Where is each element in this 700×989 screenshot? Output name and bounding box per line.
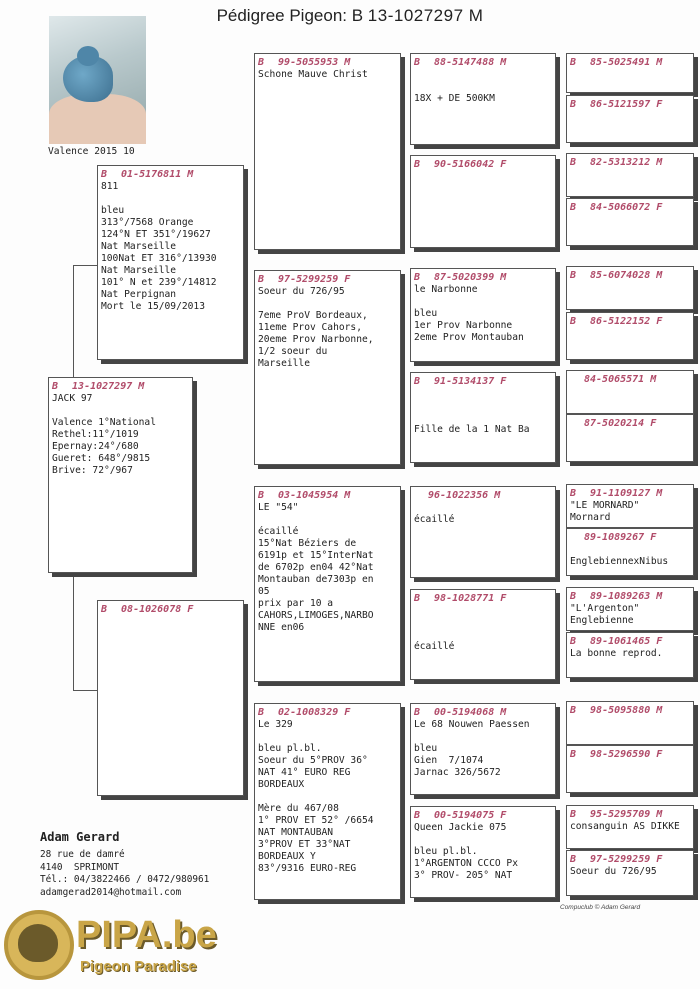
photo-caption: Valence 2015 10 (48, 146, 135, 157)
ring-header: 84-5065571 M (584, 374, 657, 385)
connector (73, 265, 74, 377)
pedigree-gg-grandparent (566, 53, 694, 93)
logo-word: PIPA.be (76, 914, 217, 956)
ring-header: B 89-1061465 F (570, 636, 663, 647)
ring-header: B 98-5095880 M (570, 705, 663, 716)
pedigree-gg-grandparent (566, 701, 694, 745)
pedigree-gg-grandparent (566, 370, 694, 414)
pedigree-great-grandparent (410, 703, 556, 795)
pigeon-notes: écaillé (414, 514, 455, 525)
ring-header: 87-5020214 F (584, 418, 657, 429)
pigeon-notes: écaillé (414, 641, 455, 652)
pedigree-gg-grandparent (566, 414, 694, 462)
pigeon-notes: 811 bleu 313°/7568 Orange 124°N ET 351°/19627 Nat Marseille 100Nat ET 316°/13930 Nat Marseille 101° N et 239°/14812 Nat Perpignan Mort le 15/09/2013 (101, 181, 217, 312)
ring-header: B 91-5134137 F (414, 376, 507, 387)
pedigree-gg-grandparent (566, 312, 694, 360)
ring-header: B 08-1026078 F (101, 604, 194, 615)
pedigree-gg-grandparent (566, 805, 694, 849)
pigeon-notes: "L'Argenton" Englebienne (570, 603, 640, 626)
ring-header: B 97-5299259 F (258, 274, 351, 285)
logo-subtitle: Pigeon Paradise (80, 958, 197, 975)
pedigree-subject (48, 377, 193, 573)
ring-header: B 97-5299259 F (570, 854, 663, 865)
pigeon-notes: consanguin AS DIKKE (570, 821, 680, 832)
owner-email[interactable]: adamgerad2014@hotmail.com (40, 886, 182, 898)
pedigree-gg-grandparent (566, 587, 694, 631)
pigeon-notes: LE "54" écaillé 15°Nat Béziers de 6191p et 15°InterNat de 6702p en04 42°Nat Montauban de7303p en 05 prix par 10 a CAHORS,LIMOGES,NARBO NNE en06 (258, 502, 374, 633)
pedigree-great-grandparent (410, 806, 556, 898)
ring-header: B 91-1109127 M (570, 488, 663, 499)
connector (73, 265, 97, 266)
ring-header: B 84-5066072 F (570, 202, 663, 213)
owner-phone: Tél.: 04/3822466 / 0472/980961 (40, 874, 210, 885)
pedigree-great-grandparent (410, 589, 556, 680)
ring-header: B 00-5194075 F (414, 810, 507, 821)
pigeon-notes: Le 329 bleu pl.bl. Soeur du 5°PROV 36° NAT 41° EURO REG BORDEAUX Mère du 467/08 1° PROV ET 52° /6654 NAT MONTAUBAN 3°PROV ET 33°NAT BORDEAUX Y 83°/9316 EURO-REG (258, 719, 374, 874)
ring-header: B 85-5025491 M (570, 57, 663, 68)
pedigree-gg-grandparent (566, 153, 694, 197)
pigeon-notes: le Narbonne bleu 1er Prov Narbonne 2eme Prov Montauban (414, 284, 524, 343)
pedigree-great-grandparent (410, 268, 556, 362)
owner-city: 4140 SPRIMONT (40, 861, 120, 873)
pedigree-great-grandparent (410, 372, 556, 463)
pedigree-great-grandparent (410, 486, 556, 578)
ring-header: B 02-1008329 F (258, 707, 351, 718)
pigeon-logo-icon (18, 924, 58, 962)
pigeon-notes: La bonne reprod. (570, 648, 663, 659)
ring-header: B 01-5176811 M (101, 169, 194, 180)
pedigree-gg-grandparent (566, 745, 694, 793)
ring-header: B 03-1045954 M (258, 490, 351, 501)
ring-header: B 85-6074028 M (570, 270, 663, 281)
connector (73, 573, 74, 690)
pedigree-great-grandparent (410, 155, 556, 248)
ring-header: B 95-5295709 M (570, 809, 663, 820)
pedigree-gg-grandparent (566, 266, 694, 310)
ring-header: B 86-5122152 F (570, 316, 663, 327)
pigeon-notes: Fille de la 1 Nat Ba (414, 424, 530, 435)
owner-info (40, 830, 209, 899)
pedigree-gg-grandparent (566, 632, 694, 678)
software-credit: Compuclub © Adam Gerard (560, 904, 641, 911)
pedigree-mother (97, 600, 244, 796)
title-ring: 13-1027297 M (367, 6, 484, 25)
owner-name: Adam Gerard (40, 830, 120, 844)
pigeon-notes: Schone Mauve Christ (258, 69, 368, 80)
ring-header: B 88-5147488 M (414, 57, 507, 68)
connector (73, 690, 97, 691)
photo-bird-head (77, 46, 99, 66)
pigeon-notes: "LE MORNARD" Mornard (570, 500, 640, 523)
pigeon-photo (49, 16, 146, 144)
pedigree-father (97, 165, 244, 360)
title-prefix: Pédigree Pigeon: B (216, 6, 364, 25)
ring-header: B 99-5055953 M (258, 57, 351, 68)
pipa-logo (4, 908, 217, 986)
pigeon-notes: EnglebiennexNibus (570, 556, 669, 567)
pedigree-grandmother-maternal (254, 703, 401, 900)
pedigree-great-grandparent (410, 53, 556, 145)
pigeon-notes: Le 68 Nouwen Paessen bleu Gien 7/1074 Jarnac 326/5672 (414, 719, 530, 778)
ring-header: B 98-1028771 F (414, 593, 507, 604)
pedigree-gg-grandparent (566, 484, 694, 528)
pedigree-gg-grandparent (566, 198, 694, 246)
ring-header: B 82-5313212 M (570, 157, 663, 168)
ring-header: B 90-5166042 F (414, 159, 507, 170)
pigeon-notes: Soeur du 726/95 7eme ProV Bordeaux, 11eme Prov Cahors, 20eme Prov Narbonne, 1/2 soeur du Marseille (258, 286, 374, 369)
pedigree-grandfather-maternal (254, 486, 401, 682)
pedigree-grandfather-paternal (254, 53, 401, 250)
ring-header: B 98-5296590 F (570, 749, 663, 760)
ring-header: B 87-5020399 M (414, 272, 507, 283)
ring-header: B 13-1027297 M (52, 381, 145, 392)
ring-header: 89-1089267 F (584, 532, 657, 543)
pedigree-gg-grandparent (566, 95, 694, 143)
pigeon-notes: JACK 97 Valence 1°National Rethel:11°/1019 Epernay:24°/680 Gueret: 648°/9815 Brive: 72°/967 (52, 393, 156, 476)
owner-street: 28 rue de damré (40, 849, 125, 860)
pedigree-gg-grandparent (566, 850, 694, 896)
pedigree-gg-grandparent (566, 528, 694, 576)
pigeon-notes: 18X + DE 500KM (414, 93, 495, 104)
ring-header: 96-1022356 M (428, 490, 501, 501)
ring-header: B 86-5121597 F (570, 99, 663, 110)
pedigree-grandmother-paternal (254, 270, 401, 465)
ring-header: B 89-1089263 M (570, 591, 663, 602)
pigeon-notes: Soeur du 726/95 (570, 866, 657, 877)
ring-header: B 00-5194068 M (414, 707, 507, 718)
pigeon-notes: Queen Jackie 075 bleu pl.bl. 1°ARGENTON CCCO Px 3° PROV- 205° NAT (414, 822, 518, 881)
